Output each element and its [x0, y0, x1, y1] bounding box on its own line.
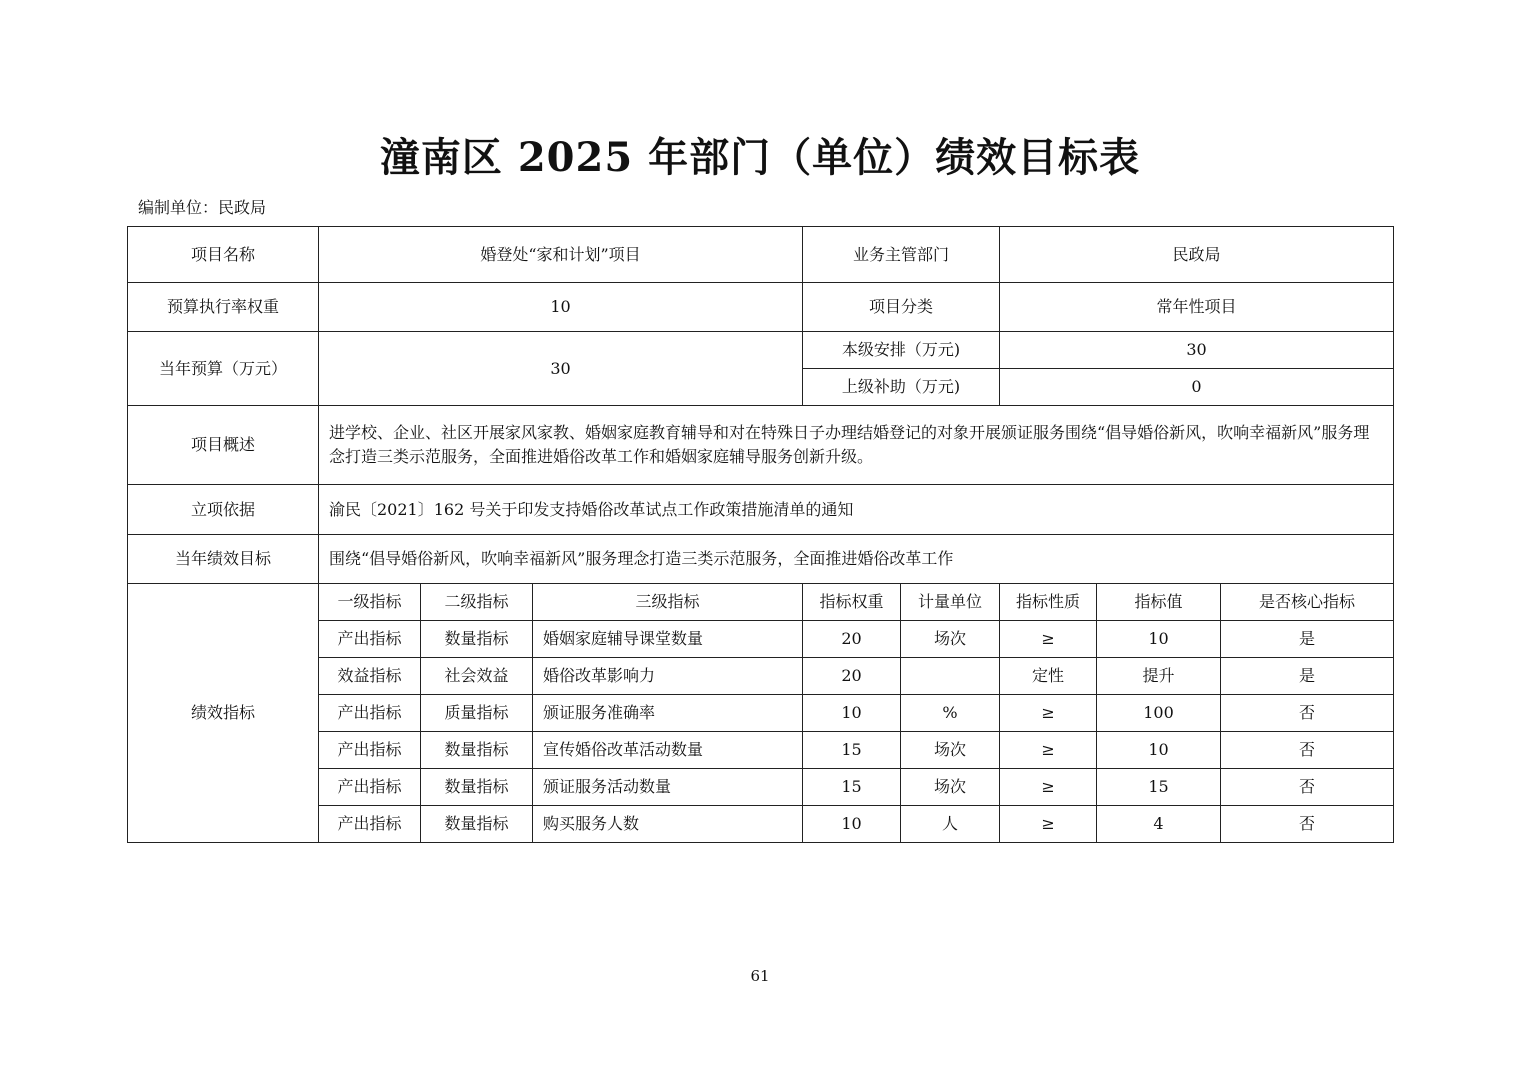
cell-level2: 质量指标 — [421, 695, 533, 732]
header-level2: 二级指标 — [421, 584, 533, 621]
cell-level3: 婚俗改革影响力 — [533, 658, 803, 695]
cell-level3: 颁证服务活动数量 — [533, 769, 803, 806]
cell-nature: ≥ — [1000, 732, 1097, 769]
goal-value: 围绕“倡导婚俗新风，吹响幸福新风”服务理念打造三类示范服务，全面推进婚俗改革工作 — [319, 535, 1394, 584]
cell-level1: 产出指标 — [319, 806, 421, 843]
cell-level3: 购买服务人数 — [533, 806, 803, 843]
cell-nature: ≥ — [1000, 695, 1097, 732]
basis-label: 立项依据 — [128, 485, 319, 535]
row-goal — [128, 535, 1394, 584]
cell-unit: 人 — [901, 806, 1000, 843]
header-unit: 计量单位 — [901, 584, 1000, 621]
cell-weight: 10 — [803, 695, 901, 732]
cell-level2: 数量指标 — [421, 621, 533, 658]
cell-core: 否 — [1221, 806, 1394, 843]
cell-level2: 社会效益 — [421, 658, 533, 695]
row-budget-local — [128, 332, 1394, 369]
basis-value: 渝民〔2021〕162 号关于印发支持婚俗改革试点工作政策措施清单的通知 — [319, 485, 1394, 535]
cell-nature: ≥ — [1000, 769, 1097, 806]
cell-value: 4 — [1097, 806, 1221, 843]
cell-level1: 产出指标 — [319, 769, 421, 806]
project-name-label: 项目名称 — [128, 227, 319, 283]
page-number: 61 — [750, 967, 770, 985]
dept-label: 业务主管部门 — [803, 227, 1000, 283]
cell-core: 否 — [1221, 732, 1394, 769]
cell-nature: 定性 — [1000, 658, 1097, 695]
cell-value: 提升 — [1097, 658, 1221, 695]
cell-weight: 15 — [803, 769, 901, 806]
header-value: 指标值 — [1097, 584, 1221, 621]
indicators-label: 绩效指标 — [128, 584, 319, 843]
cell-unit: 场次 — [901, 769, 1000, 806]
cell-nature: ≥ — [1000, 621, 1097, 658]
cell-weight: 15 — [803, 732, 901, 769]
header-nature: 指标性质 — [1000, 584, 1097, 621]
category-value: 常年性项目 — [1000, 283, 1394, 332]
cell-value: 15 — [1097, 769, 1221, 806]
page-title: 潼南区 2025 年部门（单位）绩效目标表 — [379, 134, 1141, 181]
cell-value: 100 — [1097, 695, 1221, 732]
cell-level2: 数量指标 — [421, 769, 533, 806]
cell-nature: ≥ — [1000, 806, 1097, 843]
row-project-name — [128, 227, 1394, 283]
indicator-header-row — [128, 584, 1394, 621]
project-name-value: 婚登处“家和计划”项目 — [319, 227, 803, 283]
header-level3: 三级指标 — [533, 584, 803, 621]
budget-value: 30 — [319, 332, 803, 406]
cell-unit: 场次 — [901, 621, 1000, 658]
cell-level3: 婚姻家庭辅导课堂数量 — [533, 621, 803, 658]
cell-unit — [901, 658, 1000, 695]
header-core: 是否核心指标 — [1221, 584, 1394, 621]
cell-level3: 宣传婚俗改革活动数量 — [533, 732, 803, 769]
cell-core: 是 — [1221, 658, 1394, 695]
cell-level1: 产出指标 — [319, 695, 421, 732]
rate-value: 10 — [319, 283, 803, 332]
budget-label: 当年预算（万元） — [128, 332, 319, 406]
cell-core: 否 — [1221, 769, 1394, 806]
category-label: 项目分类 — [803, 283, 1000, 332]
cell-weight: 10 — [803, 806, 901, 843]
row-summary — [128, 406, 1394, 485]
cell-weight: 20 — [803, 658, 901, 695]
cell-unit: % — [901, 695, 1000, 732]
header-weight: 指标权重 — [803, 584, 901, 621]
local-budget-label: 本级安排（万元) — [803, 332, 1000, 369]
cell-weight: 20 — [803, 621, 901, 658]
upper-budget-label: 上级补助（万元) — [803, 369, 1000, 406]
header-level1: 一级指标 — [319, 584, 421, 621]
row-basis — [128, 485, 1394, 535]
cell-level2: 数量指标 — [421, 806, 533, 843]
summary-value: 进学校、企业、社区开展家风家教、婚姻家庭教育辅导和对在特殊日子办理结婚登记的对象开展颁证服务围绕“倡导婚俗新风，吹响幸福新风”服务理念打造三类示范服务，全面推进婚俗改革工作和婚姻家庭辅导服务创新升级。 — [319, 406, 1394, 485]
cell-level1: 产出指标 — [319, 621, 421, 658]
cell-unit: 场次 — [901, 732, 1000, 769]
dept-value: 民政局 — [1000, 227, 1394, 283]
compiling-unit: 编制单位：民政局 — [138, 198, 267, 217]
row-rate — [128, 283, 1394, 332]
cell-level1: 产出指标 — [319, 732, 421, 769]
cell-level3: 颁证服务准确率 — [533, 695, 803, 732]
upper-budget-value: 0 — [1000, 369, 1394, 406]
cell-level1: 效益指标 — [319, 658, 421, 695]
rate-label: 预算执行率权重 — [128, 283, 319, 332]
summary-label: 项目概述 — [128, 406, 319, 485]
cell-value: 10 — [1097, 621, 1221, 658]
cell-core: 是 — [1221, 621, 1394, 658]
cell-core: 否 — [1221, 695, 1394, 732]
cell-value: 10 — [1097, 732, 1221, 769]
performance-target-table — [127, 226, 1394, 843]
local-budget-value: 30 — [1000, 332, 1394, 369]
cell-level2: 数量指标 — [421, 732, 533, 769]
goal-label: 当年绩效目标 — [128, 535, 319, 584]
